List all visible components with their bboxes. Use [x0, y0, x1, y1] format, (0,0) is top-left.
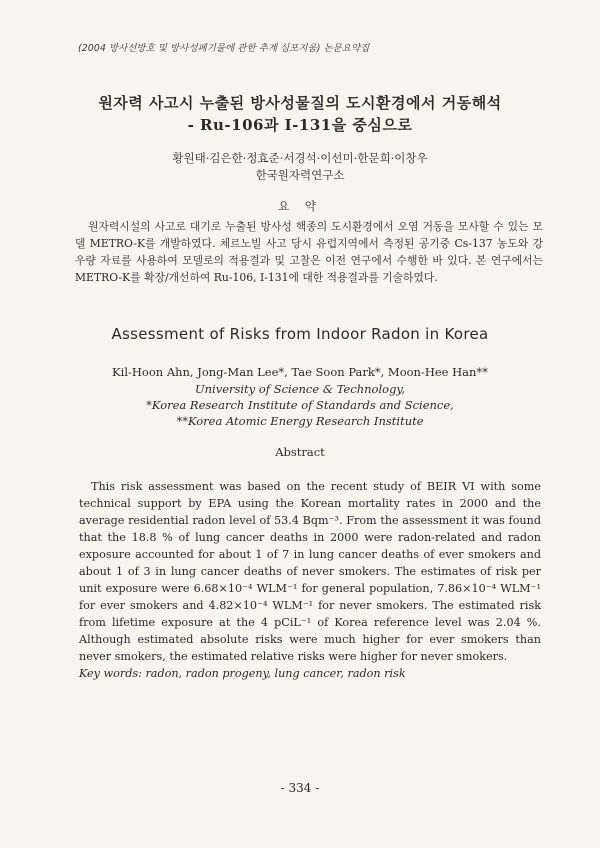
- korean-authors: 황원태·김은한·정효준·서경석·이선미·한문희·이창우: [172, 151, 428, 165]
- page-number: - 334 -: [280, 781, 320, 795]
- korean-title-line-2: - Ru-106과 I-131을 중심으로: [187, 116, 413, 134]
- english-title: Assessment of Risks from Indoor Radon in Korea: [111, 325, 489, 343]
- korean-abstract-text: 원자력시설의 사고로 대기로 누출된 방사성 핵종의 도시환경에서 오염 거동을 모사할 수 있는 모델 METRO-K를 개발하였다. 체르노빌 사고 당시 유럽지역에서 측정된 공기중 Cs-137 농도와 강우량 자료를 사용하여 모델로의 적용결과 및 고찰은 이전 연구에서 수행한 바 있다. 본 연구에서는 METRO-K를 확장/개선하여 Ru-106, I-131에 대한 적용결과를 기술하였다.: [75, 220, 543, 284]
- english-affiliation-2: *Korea Research Institute of Standards and Science,: [146, 398, 454, 412]
- english-abstract: [79, 478, 541, 682]
- korean-abstract: [75, 218, 543, 286]
- english-affiliation-1: University of Science & Technology,: [194, 382, 406, 396]
- english-abstract-heading: Abstract: [275, 445, 325, 459]
- korean-abstract-heading: 요 약: [278, 199, 322, 213]
- proceedings-header: (2004 방사선방호 및 방사성폐기물에 관한 추계 심포지움) 논문요약집: [78, 43, 370, 54]
- english-authors: Kil-Hoon Ahn, Jong-Man Lee*, Tae Soon Park*, Moon-Hee Han**: [112, 365, 488, 379]
- english-affiliation-3: **Korea Atomic Energy Research Institute: [176, 414, 424, 428]
- korean-title-line-1: 원자력 사고시 누출된 방사성물질의 도시환경에서 거동해석: [98, 94, 502, 112]
- english-abstract-text: This risk assessment was based on the recent study of BEIR VI with some technical support by EPA using the Korean mortality rates in 2000 and the average residential radon level of 53.4 Bqm⁻³. From the assessment it was found that the 18.8 % of lung cancer deaths in 2000 were radon-related and radon exposure accounted for about 1 of 7 in lung cancer deaths of ever smokers and about 1 of 3 in lung cancer deaths of never smokers. The estimates of risk per unit exposure were 6.68×10⁻⁴ WLM⁻¹ for general population, 7.86×10⁻⁴ WLM⁻¹ for ever smokers and 4.82×10⁻⁴ WLM⁻¹ for never smokers. The estimated risk from lifetime exposure at the 4 pCiL⁻¹ of Korea reference level was 2.04 %. Although estimated absolute risks were much higher for ever smokers than never smokers, the estimated relative risks were higher for never smokers.: [79, 480, 541, 663]
- korean-affiliation: 한국원자력연구소: [255, 168, 345, 182]
- keywords: Key words: radon, radon progeny, lung cancer, radon risk: [79, 667, 406, 680]
